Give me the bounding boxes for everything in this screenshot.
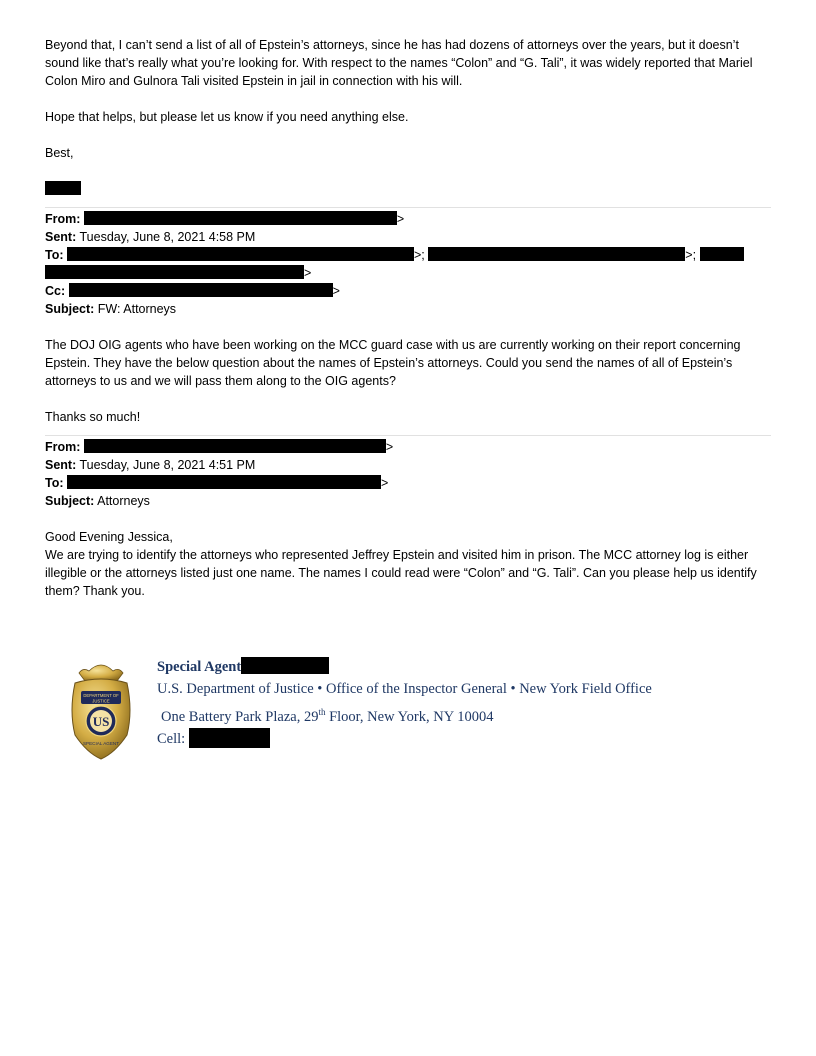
subject-value: Attorneys: [97, 494, 150, 508]
forward-thanks: Thanks so much!: [45, 410, 141, 424]
sent-value: Tuesday, June 8, 2021 4:58 PM: [79, 230, 256, 244]
redacted-to-3-cont: [45, 265, 304, 279]
badge-text-mid: JUSTICE: [92, 698, 110, 704]
signature-address: [161, 706, 652, 728]
separator: [45, 207, 771, 208]
sent-label: Sent:: [45, 458, 77, 472]
redacted-cc: [69, 283, 333, 297]
to-label: To:: [45, 476, 64, 490]
redacted-to-1: [67, 247, 414, 261]
badge-text-us: US: [92, 714, 110, 729]
cc-suffix: >: [332, 284, 340, 298]
subject-label: Subject:: [45, 302, 95, 316]
cc-label: Cc:: [45, 284, 66, 298]
to-label: To:: [45, 248, 64, 262]
signature-org-line: U.S. Department of Justice • Office of the Inspector General • New York Field Office: [157, 681, 652, 697]
sent-label: Sent:: [45, 230, 77, 244]
email-signature: [67, 656, 767, 766]
oig-badge-icon: [67, 661, 135, 761]
from-label: From:: [45, 440, 81, 454]
original-greeting: Good Evening Jessica,: [45, 530, 173, 544]
reply-closing: Best,: [45, 146, 74, 160]
signature-title: Special Agent: [157, 659, 242, 675]
redacted-to: [67, 475, 381, 489]
redacted-to-3: [700, 247, 744, 261]
redacted-cell-number: [189, 728, 270, 748]
email-header-3: [45, 438, 771, 510]
to-suffix: >: [304, 266, 312, 280]
forward-body: The DOJ OIG agents who have been working on the MCC guard case with us are currently working on their report concerning Epstein. They have the below question about the names of Epstein’s attorneys. Could you send the names of all of Epstein’s attorneys to us and we will pass them along to the OIG agents?: [45, 338, 741, 388]
subject-label: Subject:: [45, 494, 95, 508]
badge-text-top: DEPARTMENT OF: [83, 693, 119, 698]
address-text: One Battery Park Plaza, 29: [161, 709, 319, 725]
reply-paragraph-1: Beyond that, I can’t send a list of all of Epstein’s attorneys, since he has had dozens of attorneys over the years, but it doesn’t sound like that’s really what you’re looking for. With respect to the names “Colon” and “G. Tali”, it was widely reported that Mariel Colon Miro and Gulnora Tali visited Epstein in jail in connection with his will.: [45, 38, 753, 88]
cell-label: Cell:: [157, 731, 186, 747]
redacted-from: [84, 211, 397, 225]
original-body: We are trying to identify the attorneys who represented Jeffrey Epstein and visited him in prison. The MCC attorney log is either illegible or the attorneys listed just one name. The names I could read were “Colon” and “G. Tali”. Can you please help us identify them? Thank you.: [45, 548, 757, 598]
sent-value: Tuesday, June 8, 2021 4:51 PM: [79, 458, 256, 472]
email-document: [45, 36, 771, 600]
redacted-from: [84, 439, 386, 453]
redacted-sender-name: [45, 181, 81, 195]
redacted-to-2: [428, 247, 685, 261]
reply-paragraph-2: Hope that helps, but please let us know if you need anything else.: [45, 110, 409, 124]
to-suffix: >: [381, 476, 389, 490]
subject-value: FW: Attorneys: [97, 302, 177, 316]
badge-text-bottom: SPECIAL AGENT: [82, 741, 120, 746]
from-label: From:: [45, 212, 81, 226]
email-header-2: [45, 210, 771, 318]
to-separator: >;: [414, 248, 425, 262]
redacted-agent-name: [241, 657, 329, 674]
signature-cell: [157, 728, 652, 750]
address-text-cont: Floor, New York, NY 10004: [325, 709, 494, 725]
address-ordinal: th: [318, 707, 326, 718]
to-separator: >;: [685, 248, 697, 262]
from-suffix: >: [385, 440, 394, 454]
separator: [45, 435, 771, 436]
from-suffix: >: [396, 212, 405, 226]
